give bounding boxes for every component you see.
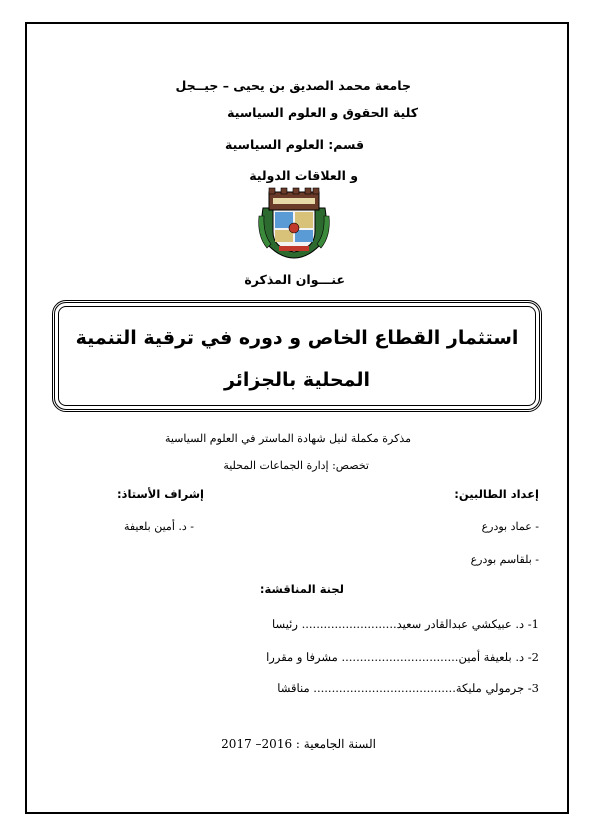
thesis-title-line1: استثمار القطاع الخاص و دوره في ترقية التنمية [75,327,519,349]
committee-member: 3- جرمولي مليكة....................................... مناقشا [277,681,539,695]
thesis-title-label: عنـــوان المذكرة [244,272,345,287]
department-name: قسم: العلوم السياسية [224,137,364,152]
university-emblem-icon [255,186,333,260]
supervisor-name: - د. أمين بلعيفة [123,520,194,533]
students-heading: إعداد الطالبين: [454,487,539,501]
student-name: - بلقاسم بودرع [470,553,539,566]
supervisor-heading: إشراف الأستاذ: [116,487,204,501]
committee-heading: لجنة المناقشة: [259,582,344,596]
degree-statement: مذكرة مكملة لنيل شهادة الماستر في العلوم السياسية [164,432,411,445]
committee-member: 1- د. عبيكشي عبدالقادر سعيد.......................... رئيسا [271,617,539,631]
academic-year: السنة الجامعية : 2016– 2017 [221,737,376,751]
faculty-name: كلية الحقوق و العلوم السياسية [227,105,418,120]
thesis-title-box [52,300,542,412]
student-name: - عماد بودرع [481,520,539,533]
university-name: جامعة محمد الصديق بن يحيى – جيــجل [175,78,411,93]
committee-member: 2- د. بلعيفة أمين................................ مشرفا و مقررا [266,650,539,664]
thesis-title-line2: المحلية بالجزائر [223,369,371,391]
department-name-cont: و العلاقات الدولية [249,168,358,183]
specialty: تخصص: إدارة الجماعات المحلية [223,459,369,472]
